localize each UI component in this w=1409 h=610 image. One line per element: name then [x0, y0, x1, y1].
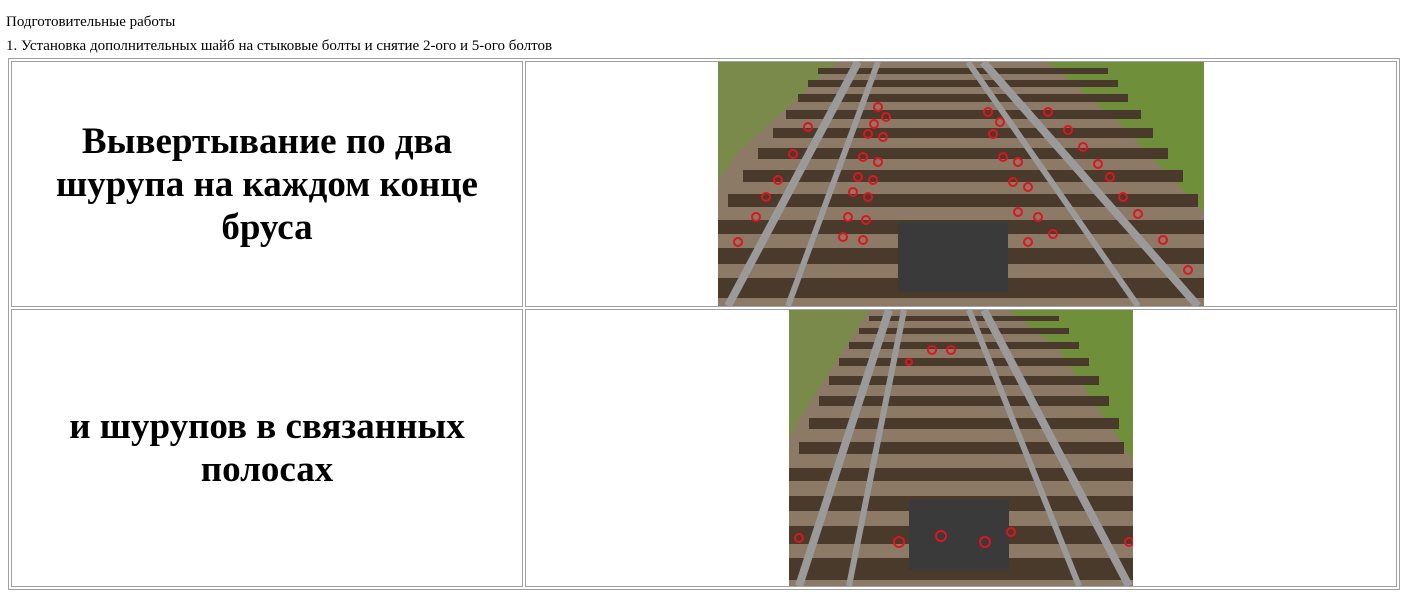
- instruction-text-cell: [11, 309, 523, 587]
- table-row: [11, 309, 1397, 587]
- photo-cell: [525, 61, 1397, 307]
- photo-cell: [525, 309, 1397, 587]
- instruction-table: [8, 58, 1400, 590]
- table-row: [11, 61, 1397, 307]
- track-photo-2: [789, 310, 1133, 586]
- step-title: 1. Установка дополнительных шайб на стыковые болты и снятие 2-ого и 5-ого болтов: [6, 38, 553, 54]
- switch-drive: [909, 500, 1009, 570]
- switch-drive: [898, 222, 1008, 292]
- instruction-text: Вывертывание по два шурупа на каждом конце бруса: [56, 120, 478, 248]
- section-title: Подготовительные работы: [6, 14, 176, 30]
- instruction-text-cell: [11, 61, 523, 307]
- track-photo-1: [718, 62, 1204, 306]
- instruction-text: и шурупов в связанных полосах: [69, 406, 465, 490]
